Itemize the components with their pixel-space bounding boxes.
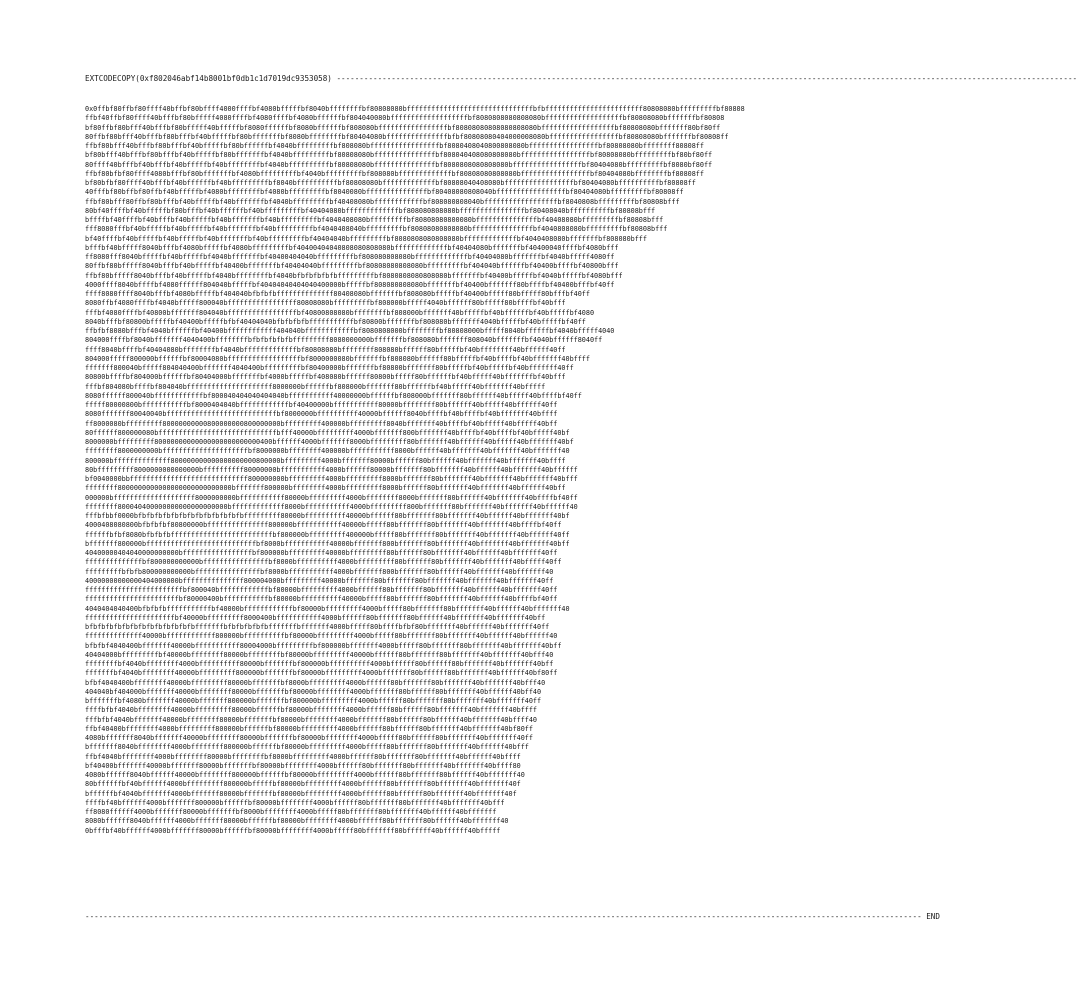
hex-dump <box>85 105 915 901</box>
hex-line: 8000000bfffffffff80000000000000000000000000400bffffff4000bfffffff8000bfffffffff80bfffffff40bffffff40bfffff40bfffffff40bf <box>85 438 574 446</box>
hex-line: ffffbf40bffffff4000bfffffff800000bffffffbf80000bffffffff4000bffffff80bfffffff80bfffffff40bfffffff40bfff <box>85 798 505 807</box>
hex-line: 80800bffffbf804000bffffffbf80404000bfffffffbf4000bfffffbf408080bffffff80800bfffff80bffffffbf40bfffff40bfffffffbf40bfff <box>85 373 566 382</box>
hex-line: ffff8040bffffbf40404080bffffffffbf4040bfffffffffffffbf80808080bffffffff808080bffffff80bfffffbf40bffffffff40bffffff40ff <box>85 345 566 354</box>
dump-footer: --------------------------------------------------------------------------------------------------------------------------------------------------------------------------------------- END <box>85 912 940 921</box>
hex-line: fffbfbf4040bfffffff40000bffffffff80000bfffffffbf80000bffffffff4000bfffffff80bffffff80bffffff40bfffffff40bffff40 <box>85 715 538 724</box>
hex-line: 40000000000000404000000bfffffffffffffff800004000bfffffffff40000bfffffff80bfffffff80bfffffff40bfffffff40bfffffff40ff <box>85 576 554 585</box>
hex-line: 804000ffffbf8040bfffffff4040400bffffffffbfbfbfbfbfbfffffffff8080000000bfffffffbf808080bfffffff808040bfffffffbf4040bffffff8040ff <box>85 336 603 345</box>
hex-line: 40fffbf80bffbf80ffbf40bfffffbf4080bffffffffbf4080bfffffffffbf8040080bfffffffffffffffbf80408080808040bfffffffffffffffffbf80404080bfffffffffbf80808ff <box>85 188 684 197</box>
hex-line: ffffffffffffffffffffffffbf800040bffffffffffffbf80000bfffffffff4000bffffff80bfffffff80bfffffff40bffffff40bfffffff40ff <box>85 586 558 594</box>
hex-line: ffbf4040bffffffff4000bffffffff80000bffffffffbf8000bfffffffff4000bffffff80bfffffff80bfffffff40bffffff40bffff <box>85 752 521 761</box>
hex-line: fffffffbf4040bffffffff40000bfffffffff800000bfffffffbf80000bfffffffff4000bfffffff80bffffff80bfffffff40bffffff40bf80ff <box>85 669 558 678</box>
hex-line: 80ffff40bfffbf40bfffbf40bfffffbf40bffffffffbf4040bffffffffffbf80808080bfffffffffffffffbf8080808080808080bfffffffffffffffffbf80404080bfffffffffbf8080bf80ff <box>85 160 713 169</box>
hex-line: ffbf80bfffff8040bfffbf40bfffffbf4040bffffffffbf4040bfbfbfbfbfbfffffffffbf8080808080808080bfffffffbf40400bfffffbf4040bfffffbf4080bfff <box>85 271 623 280</box>
hex-line: fffbfbbf0000bfbfbfbfbfbfbfbfbfbfbfbfbfbfffffffff80000bffffffffff40000bffffff80bfffffff80bfffffff40bffffff40bfffffff40bf <box>85 512 570 520</box>
hex-line: ffffffffffffff40000bffffffffffff800000bffffffffffbf80000bfffffffff4000bfffff80bfffffff80bfffffff40bffffff40bffffff40 <box>85 632 558 641</box>
hex-line: ffffffff800040400000000000000000000bfffffffffffff8000bfffffffffff4000bfffffffff800bfffffff80bfffffff40bfffffff40bffffff40 <box>85 502 578 511</box>
hex-line: 4040404040400bfbfbfbfffffffffffbf40000bffffffffffffbf80000bfffffffff4000bfffff80bfffffff80bfffffff40bffffff40bfffffff40 <box>85 604 570 613</box>
hex-line: 404040bf404000bfffffff40000bffffffff80000bfffffffbf80000bffffffff4000bfffffff80bffffff80bfffffff40bffffff40bff40 <box>85 687 542 696</box>
hex-line: ff8000080bfffffffff80000000000800000000800000000bfffffffff400000bfffffffff8040bfffffff40bffffbf40bfffff40bfffff40bff <box>85 419 558 428</box>
hex-line: ffbf80bfbf80ffff4080bfffbf80bfffffffbf4080bfffffffffbf4040bfffffffffbf808080bfffffffffffffbf80808080808080bfffffffffffffffffbf80404080bffffffffbf80808ff <box>85 169 704 178</box>
hex-line: 0x0ffbf80ffbf80ffff40bffbf80bffff4000ffffbf4080bfffffbf8040bffffffffbf80808080bfffffffffffffffffffffffffffffffbfbffffffffffffffffffffffff80808080bfffffffffbf80808 <box>85 105 745 113</box>
hex-line: bfffbf40bfffff8040bfffbf4080bfffffbf4080bfffffffffbf40400404040808080808080bfffffffffffffbf40404080bfffffffbf40400040ffffbf4080bfff <box>85 243 619 252</box>
hex-line: ffbf80bfff40bfffbf80bfffbf40bfffffbf80bffffffbf4040bfffffffffbf808080bfffffffffffffffffbf8080408040800808080bfffffffffffffffffbf80808080bffffffff80808ff <box>85 142 704 150</box>
hex-line: 8080fffffff80040040bfffffffffffffffffffffffffffbf8000000bffffffffff40000bffffff8040bffffbf40bffffbf40bfffffff40bffff <box>85 410 558 419</box>
hex-line: bfbf4040400bffffffff40000bfffffffff80000bfffffffbf8000bfffffffff4000bffffff80bfffffff80bfffffff40bfffffff40bfff40 <box>85 678 546 687</box>
hex-line: 4000ffff8040bffffbf4080ffffff804040bfffffbf40404040404040400000bfffffbf808080808080bfffffffbf40400bfffffff80bffffbf40400bfffbf40ff <box>85 280 615 289</box>
hex-line: bf40400bfffffff40000bfffffff80000bfffffffbf80000bffffffff4000bffffff80bfffffff80bfffffff40bfffffff40bffff80 <box>85 761 521 770</box>
hex-line: bfffffffbf4080bfffffff40000bfffffff800000bfffffffbf800000bfffffffff4000bffffff80bfffffff80bfffffff40bfffffff40ff <box>85 697 542 705</box>
hex-line: 4080bfffffff8040bfffffff40000bffffffff80000bfffffffbf80000bffffffff4000bfffff80bffffff80bfffffff40bfffffff40ff <box>85 734 533 742</box>
hex-line: ff8080fff8040bfffffbf40bfffffbf4040bfffffffbf40400404040bfffffffffbf808080808080bfffffffffffffbf40404080bfffffffbf4040bfffff4080ff <box>85 253 615 261</box>
hex-line: 80ffffff800000080bfffffffffffffffffffffffffffffbfff40000bfffffffff4000bfffffff800bfffffff40bffffbf40bffffbf40bfffff40bf <box>85 428 570 437</box>
hex-line: fffffffffbfbfb800000000000bffffffffffffffffbf8000bfffffffffff4000bfffffff800bfffffff80bffffff40bfffffff40bfffffff40 <box>85 567 554 576</box>
hex-line: 80ffbf80bfff40bfffbf80bfffbf40bfffffbf80bfffffffbf8080bffffffffbf80404080bfffffffffffffffbfbf80808080404000008080bfffffffffffffffffbf80808080bfffffffbf80808ff <box>85 132 729 141</box>
hex-line: 000000bffffffffffffffffffff8000000000bfffffffffff80000bfffffffff4000bffffffff8000bfffffff80bffffff40bfffffff40bffffbf40ff <box>85 493 578 502</box>
hex-line: 80bf40ffffbf40bfffffbf80bfffbf40bffffffbf40bfffffffffbf40404080bfffffffffffffbf808080808080bffffffffffffffffbf80408040bffffffffffbf80808bfff <box>85 206 656 215</box>
hex-line: bffffbf40ffffbf40bfffbf40bfffffbf40bfffffffbf40bfffffffffbf4040408080bfffffffffbf80808080800080bfffffffffffffffbf40408080bfffffffffbf80808bfff <box>85 216 664 224</box>
hex-line: 8080ffffff800040bffffffffffffbf800040404040404040bfffffffffff40000000bffffffbf808000bfffffff80bffffff40bfffff40bffffbf40ff <box>85 391 582 400</box>
hex-line: bfffffff8040bffffffff4000bffffffff800000bffffffbf80000bfffffffff4000bfffff80bfffffff80bfffffff40bffffff40bfff <box>85 743 529 752</box>
hex-line: 0bfffbf40bffffff4000bfffffff80000bffffffbf80000bffffffff4000bfffff80bfffffff80bffffff40bffffff40bfffff <box>85 826 501 835</box>
hex-line: ffffffbfbf8080bfbfbfbfffffffffffffffffffffffffbf800000bfffffffff400000bfffff80bfffffff80bfffffff40bfffffff40bffffff40ff <box>85 530 570 539</box>
hex-line: fffffff800040bfffff804040400bfffffff4040400bfffffffffbf80400000bfffffffbf80800bfffffff80bfffffbf40bfffffbf40bfffffff40ff <box>85 364 574 372</box>
hex-line: 80bffffffbf40bffffff4000bfffffffff800000bfffffbf80000bfffffffff4000bffffff80bfffffff80bfffffff40bfffffff40f <box>85 780 521 789</box>
hex-line: ffffffffffffffffffffffbf40000bfffffffff8000400bfffffffffff4000bffffff80bfffffff80bffffff40bfffffff40bfffffff40bff <box>85 613 546 622</box>
hex-line: 8040bfffbf80800bfffffbf40400bfffffbfbf40404040bfbfbfbfbfffffffffffbf80800bfffffffbf808080bfffffff4040bfffffbf40bfffffbf40ff <box>85 317 586 326</box>
hex-line: 804000fffff800000bffffffbf80004080bffffffffffffffffffbf8000000080bfffffffbf808080bffffff80bfffffbf40bffffbf40bfffffff40bffff <box>85 354 590 363</box>
hex-line: ffbf40ffbf80ffff40bfffbf80bfffff4080ffffbf4080ffffbf4080bffffffbf804040080bfffffffffffffffffffbf8080808080808080bfffffffffffffffffffbf80808080bfffffffbf80808 <box>85 114 725 123</box>
hex-line: 8080ffbf4080ffffbf4040bfffff800040bfffffffffffffffff80808080bfffffffffbf808000bfffff4040bffffff80bfffff80bffffbf40bfff <box>85 299 566 308</box>
hex-line: ffbf80bfff80ffbf80bfffbf40bfffffbf40bfffffffbf4040bfffffffffbf40408080bffffffffffffbf808080808040bffffffffffffffffffbf8040808bfffffffffbf80808bfff <box>85 197 680 206</box>
hex-line: 40404000bfffffffffbf40000bffffffff80000bffffffffbf80000bfffffffff40000bffffff80bfffffff80bfffffff40bfffffff40bfff40 <box>85 650 554 659</box>
hex-line: 40400000404040000000000bfffffffffffffffffbf800000bfffffffff40000bfffffffff80bffffff80bfffffff40bffffff40bfffffff40ff <box>85 549 558 557</box>
hex-line: 80ffbf80bfffff8040bfffbf40bfffffbf40400bfffffffbf40404040bfffffffffbf80808080808080bfffffffffbf404040bffffffbf40400bffffbf40800bfff <box>85 262 619 271</box>
hex-line: bf80ffbf80bfff40bfffbf80bfffff40bfffffbf8080ffffffbf8080bffffffbf808080bfffffffffffffffffbf80808080808080808080bffffffffffffffffffbf80808080bfffffff80bf80ff <box>85 123 721 132</box>
hex-line: 80bfffffffff8000000000000000bffffffffff80000000bfffffffffff4000bffffff80000bfffffff80bfffffff40bffffff40bfffffff40bffffff <box>85 465 578 474</box>
hex-line: ffffffffffffffbf800000000000bffffffffffffffffbf8000bffffffffff4000bfffffffff80bffffff80bfffffff40bfffffff40bfffff40ff <box>85 558 562 567</box>
dump-header: EXTCODECOPY(0xf802046abf14b8001bf0db1c1d7019dc9353058) ------------------------------------------------------------------------------------------------------------------------------------------------------------------ <box>85 74 1077 83</box>
hex-line: ff8080ffffff4000bfffffff80000bfffffffbf8000bffffffff4000bfffff80bfffffff80bfffffff40bffffff40bfffffff <box>85 808 497 816</box>
hex-line: fff8080fffbf40bfffffbf40bfffffbf40bfffffffbf40bfffffffffbf4040408040bfffffffffbf80808080808080bfffffffffffffffbf4040808080bfffffffffbf80808bfff <box>85 225 668 234</box>
hex-line: bfbfbfbfbfbfbfbfbfbfbfbfbfbfffffffbfbfbfbfbfbfffffffbfffffff4000bfffff80bffffbfbf80bfffffff40bffffff40bfffffff40ff <box>85 623 550 631</box>
hex-line: ffffffff8000000000bfffffffffffffffffffffbf8000000bffffffff400000bfffffffffff8000bffffff40bfffffff40bfffffff40bfffffff40 <box>85 447 570 456</box>
hex-line: 4080bffffff8040bffffff40000bffffffff800000bffffffbf80000bfffffffff4000bffffff80bfffffff80bffffff40bfffffff40 <box>85 771 525 779</box>
hex-line: bf0040000bbfffffffffffffffffffffffffffff800000000bfffffffff4000bfffffffff8000bfffffff80bfffffff40bfffffff40bfffffff40bfff <box>85 475 578 483</box>
hex-line: 8080bffffff8040bffffff4000bfffffff80000bffffffbf80000bffffffff4000bffffff80bfffffff80bffffff40bfffffff40 <box>85 817 509 826</box>
hex-line: bffffffbf4040bfffffff4000bfffffff80000bfffffffbf80000bfffffffff4000bffffff80bffffff80bfffffff40bfffffff40f <box>85 789 517 798</box>
hex-line: ffffffffbf4040bffffffff4000bffffffffff80000bfffffffbf800000bffffffffff4000bffffff80bffffff80bfffffff40bfffffff40bff <box>85 660 554 668</box>
hex-line: bfbfbf4040400bfffffff40000bfffffffffff80004000bfffffffffbf800000bfffffff4000bfffff80bfffffff80bfffffff40bfffffff40bff <box>85 641 562 650</box>
hex-line: 800000bffffffffffffff800000000000000000000800000bfffffffff4000bfffffff80000bffffff80bffffff40bfffffff40bfffffff40bffff <box>85 456 566 465</box>
hex-line: bf80bfff40bfffbf80bfffbf40bfffffbf80bfffffffbf4040bfffffffffbf80808080bfffffffffffffffbf808040408080808080bfffffffffffffffffbf80808080bfffffffffbf80bf80ff <box>85 151 713 160</box>
hex-line: fffbf4080ffffbf40800bfffffff804040bfffffffffffffffffbf40800808080bffffffffbf808000bfffffff40bfffffbf40bffffffbf40bfffffbf4080 <box>85 308 595 317</box>
hex-line: ffbfbf8080bfffbf4040bffffffbf40400bffffffffffff404040bffffffffffffbf8080808000bffffffffbf80808000bfffff8040bffffffbf4040bfffff4040 <box>85 327 615 335</box>
hex-line: bf80bfbf80ffff40bfffbf40bffffffbf40bfffffffffbf8040bffffffffffbf80808080bfffffffffffffbf80808040408080bfffffffffffffffffbf80404080bffffffffffbf80808ff <box>85 179 696 187</box>
hex-line: bfffffff800000bfffffffffffffffffffffffffffbf8000bfffffffffff40000bfffffff800bfffffff80bfffffff40bfffffff40bfffffff40bff <box>85 539 570 548</box>
hex-line: ffff8080ffff8040bfffbf4080bfffffbf404040bfbfbfbffffffffffffff80408080bfffffffbf808080bfffffbf40400bfffff80bfffff80bfffbf40ff <box>85 290 590 298</box>
hex-line: bf40ffffbf40bfffffbf40bfffffbf40bfffffffbf40bfffffffffbf40404040bfffffffffbf8080808080808080bfffffffffffffbf4040408080bfffffffbf808080bfff <box>85 234 647 243</box>
hex-line: fffbf804080bffffbf804040bfffffffffffffffffffff8000000bffffffbf808000bfffffff80bffffffbf40bfffff40bfffffff40bfffff <box>85 382 546 391</box>
hex-line: fffff80000800bfffffffffffbf8000404040bffffffffffffbf40400000bfffffffffff80000bffffffff80bffffff40bfffff40bffffff40ff <box>85 401 558 409</box>
hex-line: 4000408080800bfbfbfbf80800000bfffffffffffffff800000bfffffffffff40000bfffff80bfffffff80bfffffff40bfffffff40bffffbf40ff <box>85 521 562 530</box>
hex-line: ffffffff8000000000000000000000000000bfffffff800000bffffffff4000bfffffffff8000bffffff80bfffffff40bfffffff40bffffff40bff <box>85 484 566 493</box>
hex-line: fffffffffffffffffffffffbf80000400bfffffffffffbf80000bffffffffff40000bfffff80bfffffff80bfffffff40bffffff40bffffbf40ff <box>85 595 558 604</box>
document <box>85 74 1077 901</box>
hex-line: ffffbfbf4040bffffffff40000bfffffffff80000bffffffbf80000bffffffff4000bffffff80bffffff80bfffffff40bfffffff40bffff <box>85 706 538 715</box>
hex-line: ffbf40400bffffffff4000bfffffffff800000bffffffbf80000bfffffffff4000bffffff80bffffff80bfffffff40bfffffff40bf80ff <box>85 724 533 733</box>
